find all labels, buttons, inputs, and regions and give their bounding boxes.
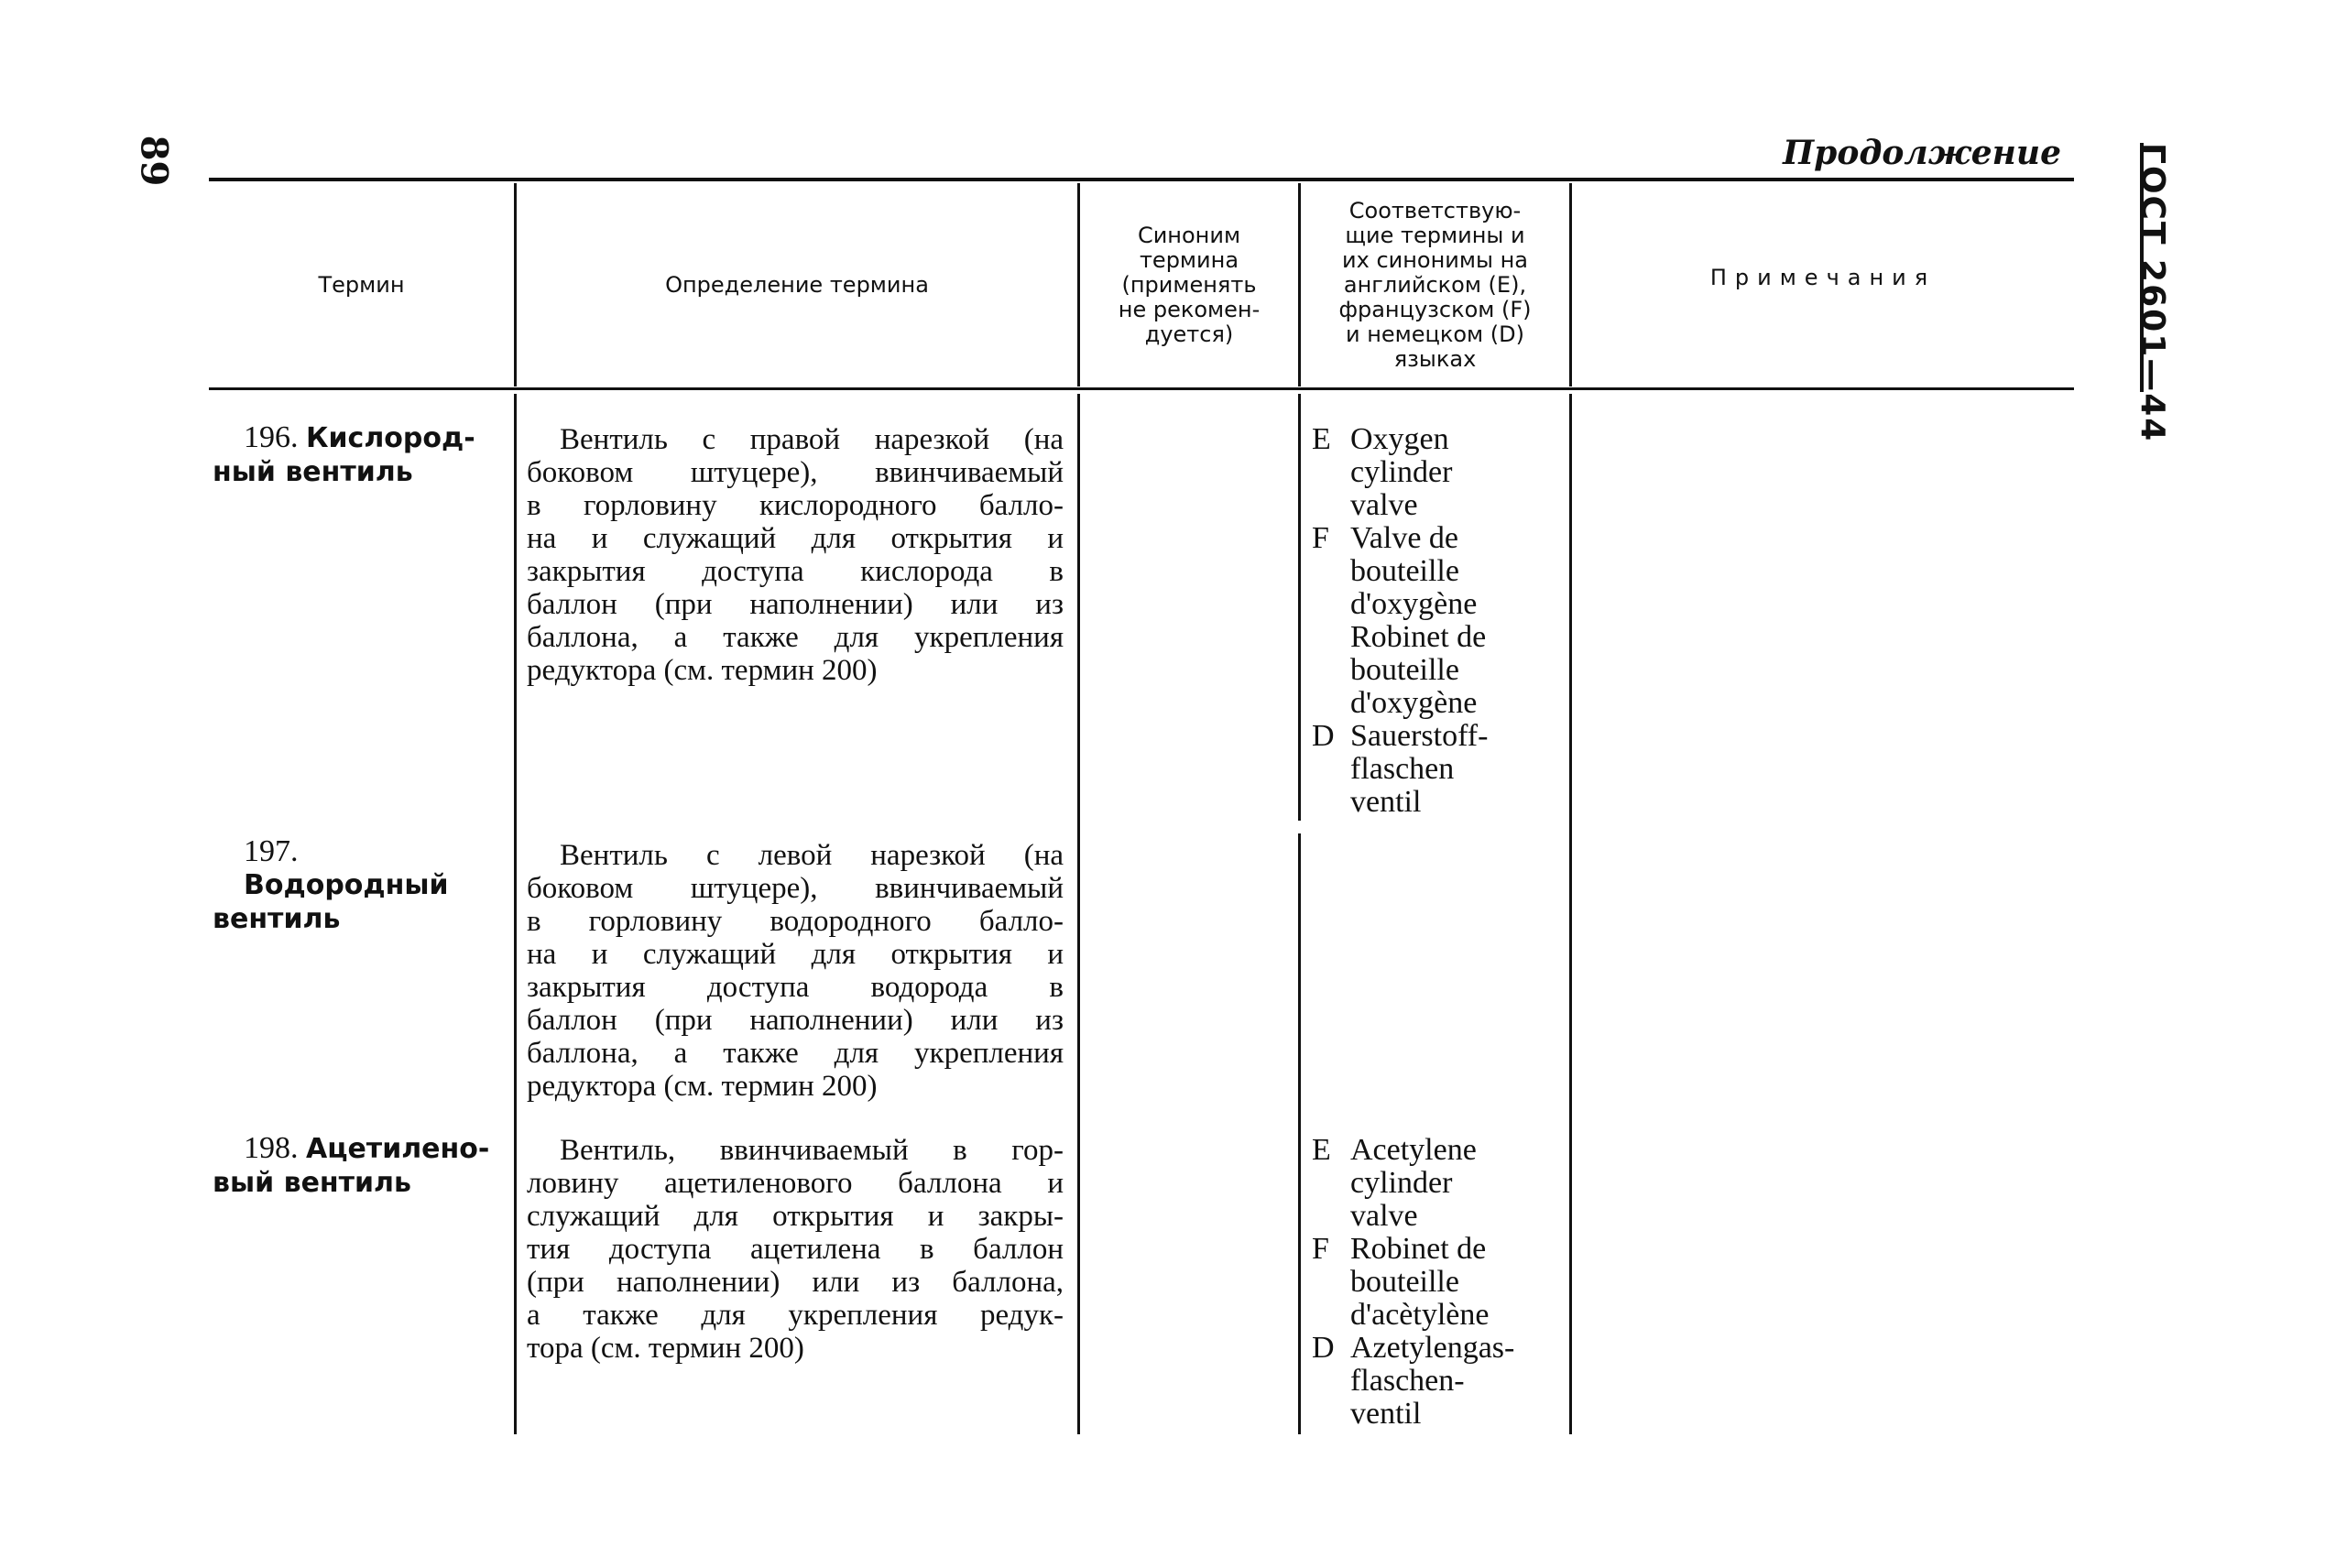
page-number: 89 <box>132 135 176 187</box>
col-divider-2-body <box>1077 394 1080 1434</box>
table-row-197-term: 197. Водородный вентиль <box>213 834 449 935</box>
table-row-198-definition: Вентиль, ввинчиваемый в гор- ловину ацетиленового баллона и служащий для открытия и закры- тия доступа ацетилена в баллон (при наполнении) или из баллона, а также для укрепления редук- тора (см. термин 200) <box>527 1134 1064 1365</box>
col-divider-3-body-a <box>1298 394 1301 821</box>
header-equivalents: Соответствую- щие термины и их синонимы на английском (E), французском (F) и немецком (D) языках <box>1338 197 1532 372</box>
table-row-198-term: 198. Ацетилено- вый вентиль <box>213 1131 490 1199</box>
table-top-rule <box>209 178 2074 181</box>
header-term: Термин <box>318 271 405 298</box>
table-row-196-term: 196. Кислород- ный вентиль <box>213 420 475 488</box>
gost-label-text: ГОСТ 2601—44 <box>2134 143 2171 443</box>
table-row-196-equivalents: E Oxygen cylinder valve F Valve de bouteille d'oxygène Robinet de bouteille d'oxygène D Sauerstoff- flaschen ventil <box>1312 422 1489 819</box>
header-bottom-rule <box>209 387 2074 390</box>
table-row-197-definition: Вентиль с левой нарезкой (на боковом штуцере), ввинчиваемый в горловину водородного балло- на и служащий для открытия и закрытия доступа водорода в баллон (при наполнении) или из баллона, а также для укрепления редуктора (см. термин 200) <box>527 839 1064 1103</box>
gost-label <box>2123 137 2178 443</box>
header-synonym: Синоним термина (применять не рекомен- дуется) <box>1118 222 1261 347</box>
col-divider-4-body <box>1569 394 1572 1434</box>
table-row-196-definition: Вентиль с правой нарезкой (на боковом штуцере), ввинчиваемый в горловину кислородного балло- на и служащий для открытия и закрытия доступа кислорода в баллон (при наполнении) или из баллона, а также для укрепления редуктора (см. термин 200) <box>527 423 1064 687</box>
header-notes: Примечания <box>1709 265 1937 290</box>
continuation-label: Продолжение <box>1783 134 2061 172</box>
header-definition: Определение термина <box>665 271 929 298</box>
col-divider-1-body <box>514 394 517 1434</box>
table-row-198-equivalents: E Acetylene cylinder valve F Robinet de bouteille d'acètylène D Azetylengas- flaschen- ventil <box>1312 1133 1515 1431</box>
col-divider-3-body-b <box>1298 833 1301 1434</box>
